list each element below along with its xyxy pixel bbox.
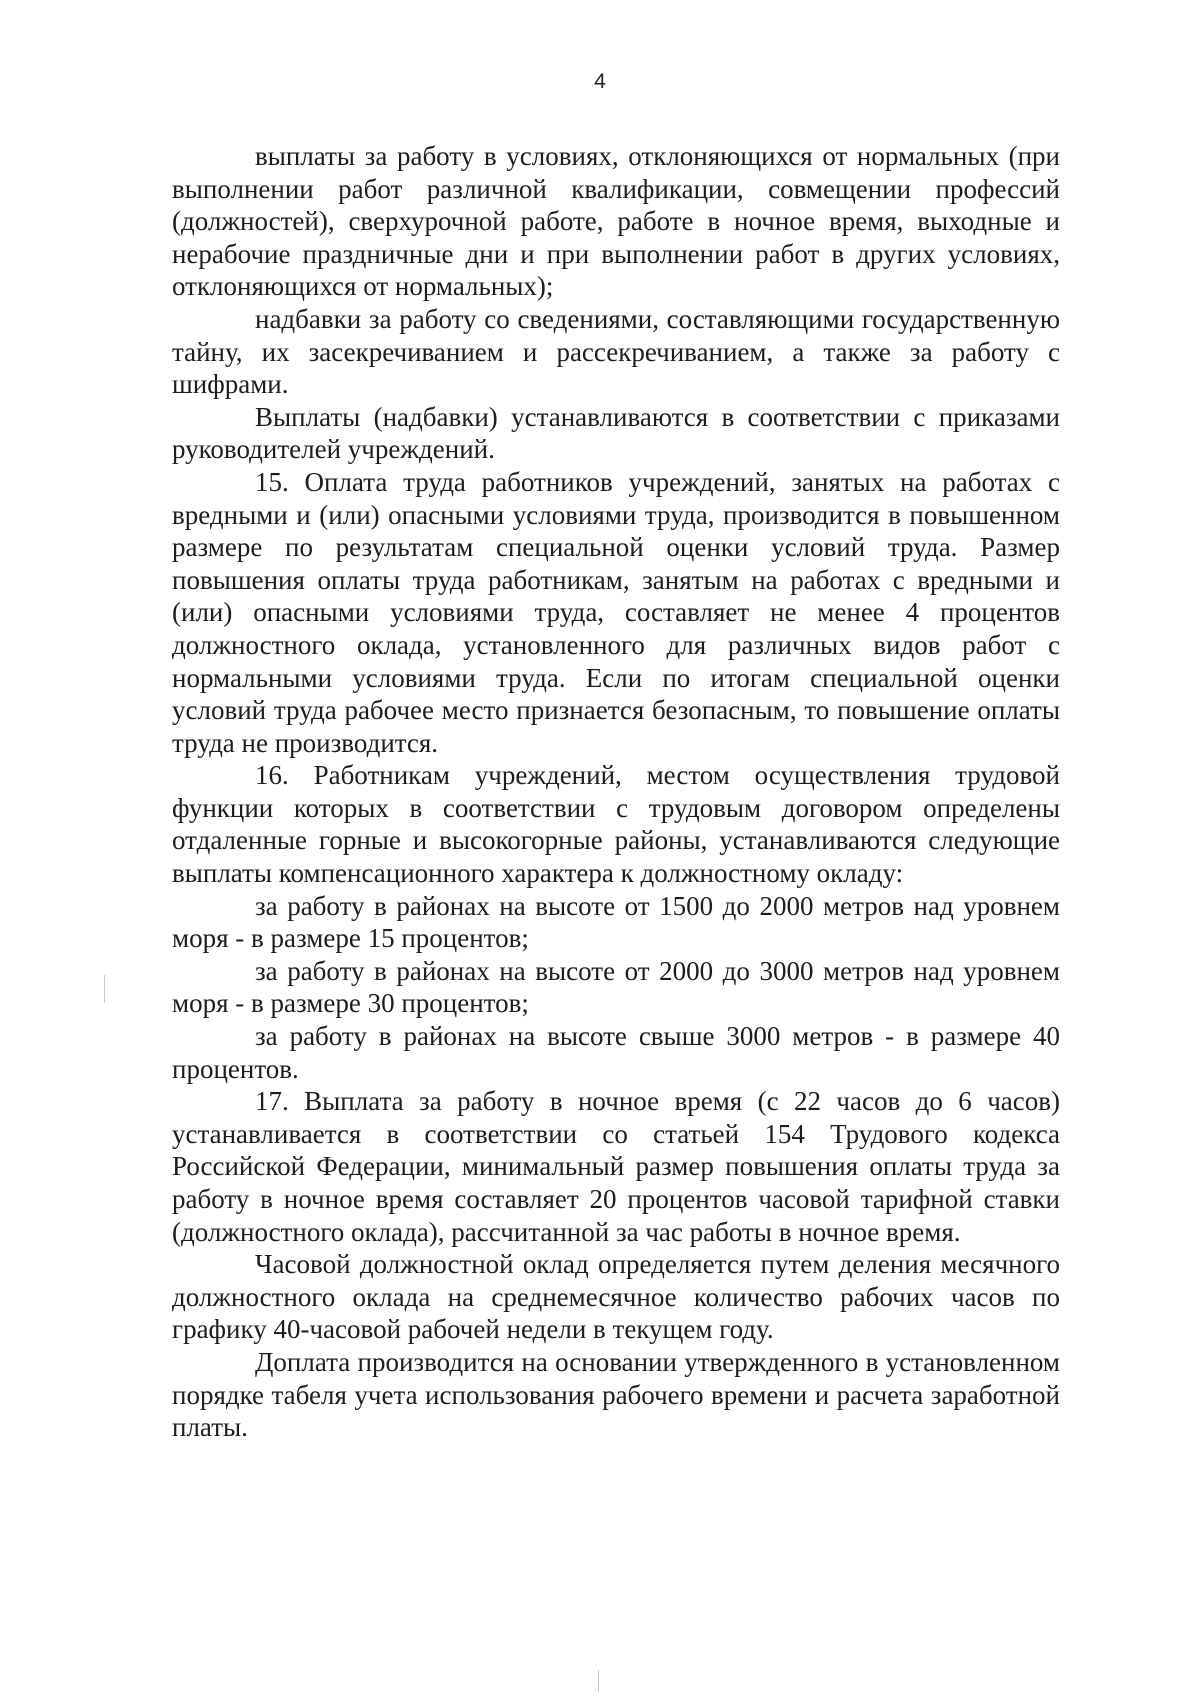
paragraph-16: 16. Работникам учреждений, местом осуществления трудовой функции которых в соответствии с трудовым договором определены отдаленные горные и высокогорные районы, устанавливаются следующие выплаты компенсационного характера к должностному окладу: (172, 760, 1060, 889)
paragraph-16-item-3: за работу в районах на высоте свыше 3000 метров - в размере 40 процентов. (172, 1021, 1060, 1084)
paragraph-16-item-2: за работу в районах на высоте от 2000 до 3000 метров над уровнем моря - в размере 30 процентов; (172, 955, 1060, 1019)
paragraph-1: выплаты за работу в условиях, отклоняющихся от нормальных (при выполнении работ различной квалификации, совмещении профессий (должностей), сверхурочной работе, работе в ночное время, выходные и нерабочие праздничные дни и при выполнении работ в других условиях, отклоняющихся от нормальных); (172, 141, 1060, 302)
paragraph-2: надбавки за работу со сведениями, составляющими государственную тайну, их засекречиванием и рассекречиванием, а также за работу с шифрами. (172, 303, 1060, 400)
paragraph-16-item-1: за работу в районах на высоте от 1500 до 2000 метров над уровнем моря - в размере 15 процентов; (172, 890, 1060, 954)
scan-mark-bottom (598, 1670, 599, 1692)
paragraph-17-hourly-rate: Часовой должностной оклад определяется путем деления месячного должностного оклада на среднемесячное количество рабочих часов по графику 40-часовой рабочей недели в текущем году. (172, 1249, 1060, 1345)
page-number: 4 (594, 70, 606, 93)
paragraph-15: 15. Оплата труда работников учреждений, занятых на работах с вредными и (или) опасными условиями труда, производится в повышенном размере по результатам специальной оценки условий труда. Размер повышения оплаты труда работникам, занятым на работах с вредными и (или) опасными условиями труда, составляет не менее 4 процентов должностного оклада, установленного для различных видов работ с нормальными условиями труда. Если по итогам специальной оценки условий труда рабочее место признается безопасным, то повышение оплаты труда не производится. (172, 466, 1060, 758)
scan-mark-left (104, 975, 105, 1003)
paragraph-17: 17. Выплата за работу в ночное время (с 22 часов до 6 часов) устанавливается в соответствии со статьей 154 Трудового кодекса Российской Федерации, минимальный размер повышения оплаты труда за работу в ночное время составляет 20 процентов часовой тарифной ставки (должностного оклада), рассчитанной за час работы в ночное время. (172, 1086, 1060, 1247)
paragraph-3: Выплаты (надбавки) устанавливаются в соответствии с приказами руководителей учреждений. (172, 401, 1060, 465)
paragraph-17-surcharge: Доплата производится на основании утвержденного в установленном порядке табеля учета использования рабочего времени и расчета заработной платы. (172, 1346, 1060, 1443)
document-body (172, 140, 1060, 1444)
